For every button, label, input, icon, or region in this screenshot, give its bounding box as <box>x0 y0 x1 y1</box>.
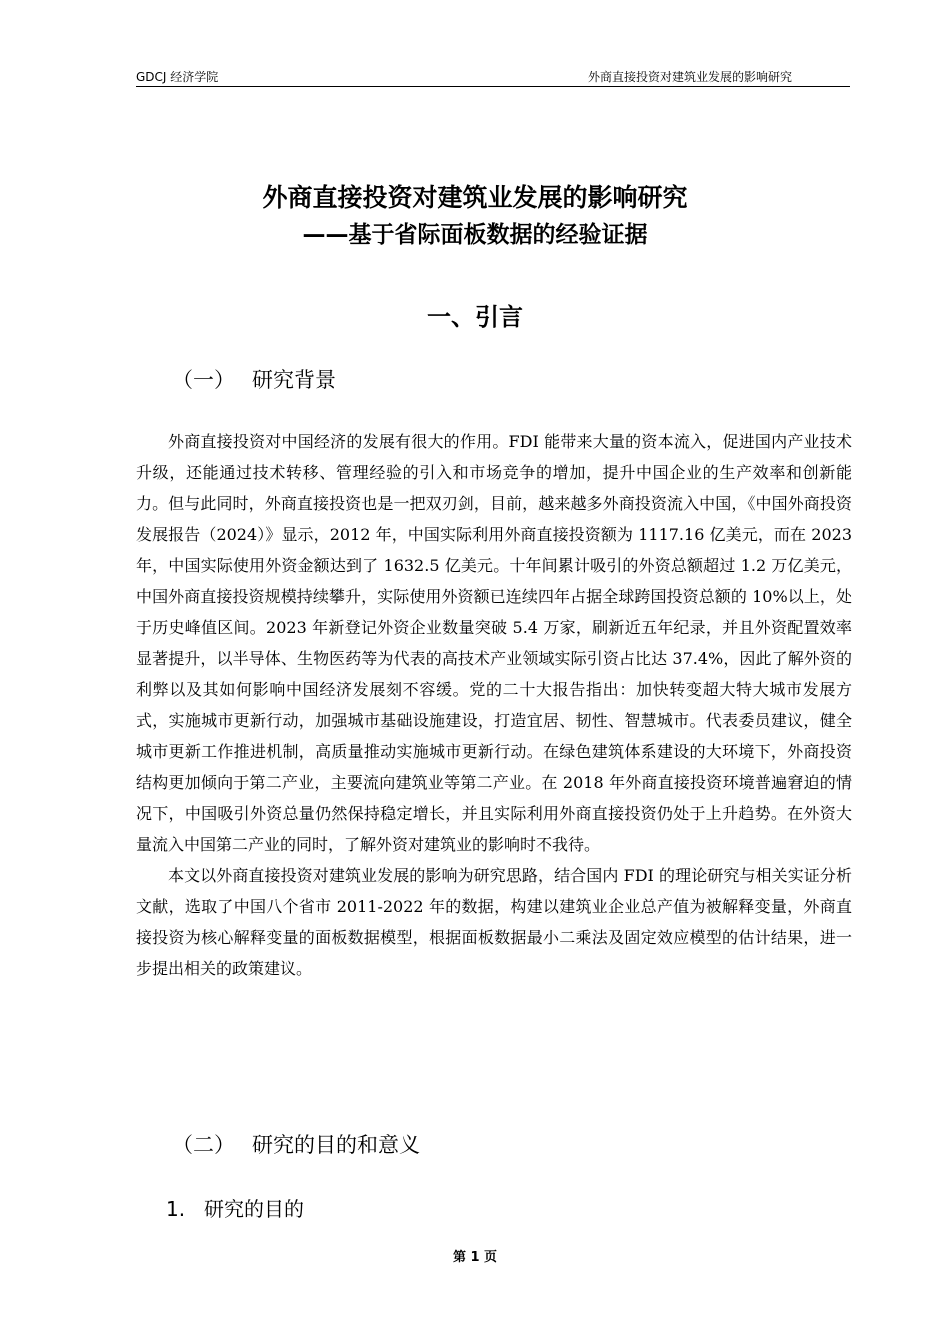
page-header <box>136 68 850 87</box>
subsection-number: （一） <box>172 368 235 392</box>
page-number: 第 1 页 <box>452 1250 498 1265</box>
sub-subsection-heading <box>166 1193 304 1222</box>
body-text <box>136 426 852 984</box>
subsection-heading-purpose <box>172 1129 420 1159</box>
subsection-number: （二） <box>172 1133 235 1157</box>
paragraph: 本文以外商直接投资对建筑业发展的影响为研究思路，结合国内 FDI 的理论研究与相关实证分析文献，选取了中国八个省市 2011-2022 年的数据，构建以建筑业企业总产值为被解释变量，外商直接投资为核心解释变量的面板数据模型，根据面板数据最小二乘法及固定效应模型的估计结果，进一步提出相关的政策建议。 <box>136 866 852 978</box>
subsection-title: 研究背景 <box>252 368 336 392</box>
sub-subsection-title: 研究的目的 <box>204 1197 304 1221</box>
paper-title: 外商直接投资对建筑业发展的影响研究 <box>262 183 688 212</box>
sub-subsection-number: 1. <box>166 1197 186 1221</box>
paper-subtitle: ——基于省际面板数据的经验证据 <box>302 222 648 248</box>
header-institution: GDCJ 经济学院 <box>136 70 219 84</box>
subsection-heading-background <box>172 364 336 394</box>
paragraph: 外商直接投资对中国经济的发展有很大的作用。FDI 能带来大量的资本流入，促进国内产业技术升级，还能通过技术转移、管理经验的引入和市场竞争的增加，提升中国企业的生产效率和创新能力。但与此同时，外商直接投资也是一把双刃剑，目前，越来越多外商投资流入中国，《中国外商投资发展报告（2024）》显示，2012 年，中国实际利用外商直接投资额为 1117.16 亿美元，而在 2023 年，中国实际使用外资金额达到了 1632.5 亿美元。十年间累计吸引的外资总额超过 1.2 万亿美元，中国外商直接投资规模持续攀升，实际使用外资额已连续四年占据全球跨国投资总额的 10%以上，处于历史峰值区间。2023 年新登记外资企业数量突破 5.4 万家，刷新近五年纪录，并且外资配置效率显著提升，以半导体、生物医药等为代表的高技术产业领域实际引资占比达 37.4%，因此了解外资的利弊以及其如何影响中国经济发展刻不容缓。党的二十大报告指出：加快转变超大特大城市发展方式，实施城市更新行动，加强城市基础设施建设，打造宜居、韧性、智慧城市。代表委员建议，健全城市更新工作推进机制，高质量推动实施城市更新行动。在绿色建筑体系建设的大环境下，外商投资结构更加倾向于第二产业，主要流向建筑业等第二产业。在 2018 年外商直接投资环境普遍窘迫的情况下，中国吸引外资总量仍然保持稳定增长，并且实际利用外商直接投资仍处于上升趋势。在外资大量流入中国第二产业的同时，了解外资对建筑业的影响时不我待。 <box>136 432 852 854</box>
section-heading-introduction: 一、引言 <box>427 303 523 331</box>
subsection-title: 研究的目的和意义 <box>252 1133 420 1157</box>
header-running-title: 外商直接投资对建筑业发展的影响研究 <box>587 70 792 84</box>
